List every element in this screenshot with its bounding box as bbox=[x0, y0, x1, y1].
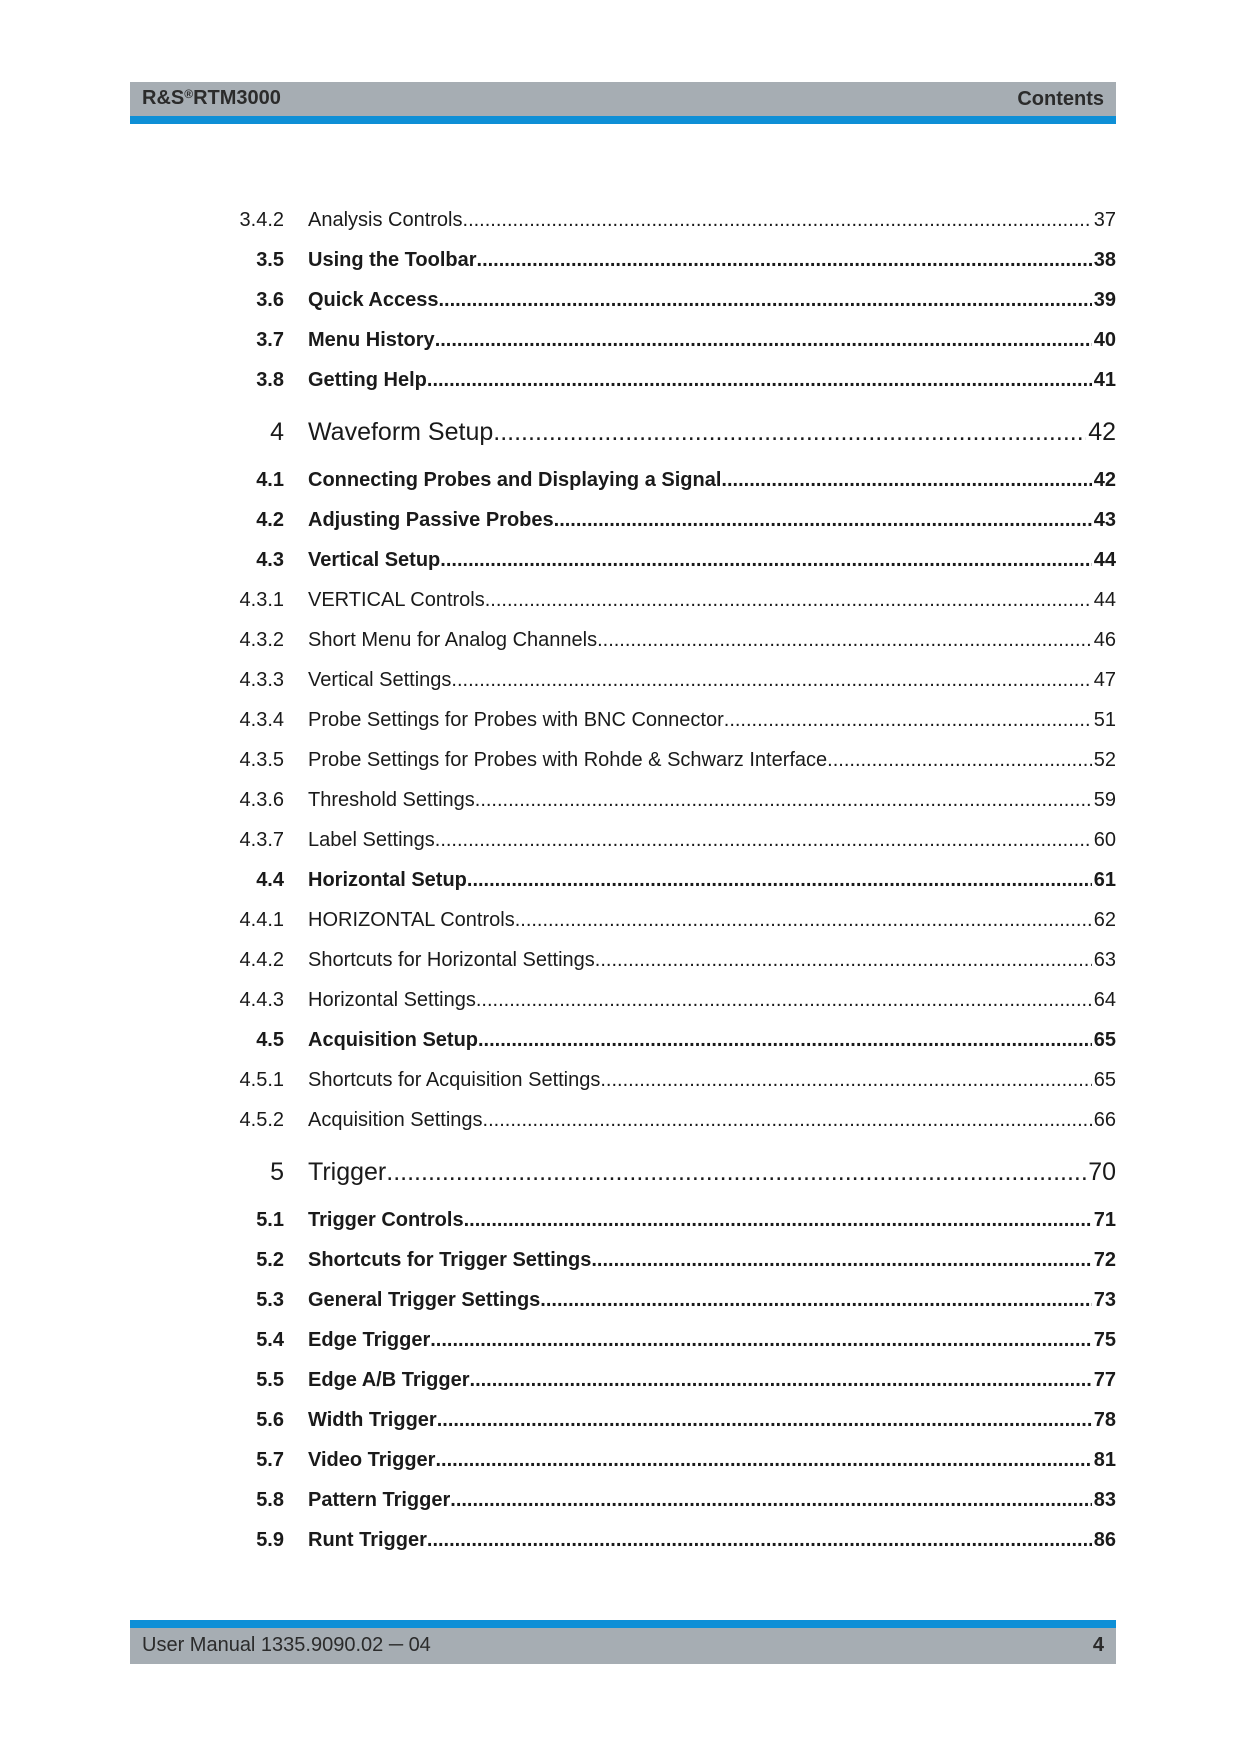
toc-entry-title[interactable]: Probe Settings for Probes with Rohde & Schwarz Interface bbox=[308, 749, 828, 771]
toc-entry-line bbox=[308, 200, 1116, 240]
toc-entry-number: 4.4.2 bbox=[239, 949, 284, 971]
toc-entry-line bbox=[308, 1200, 1116, 1240]
toc-dot-leader bbox=[386, 1144, 1086, 1200]
toc-entry-number: 3.4.2 bbox=[239, 209, 284, 231]
toc-entry-title[interactable]: Quick Access bbox=[308, 289, 439, 311]
toc-entry[interactable] bbox=[130, 700, 1116, 740]
toc-entry-title[interactable]: Menu History bbox=[308, 329, 435, 351]
toc-entry-page[interactable]: 65 bbox=[1093, 1029, 1116, 1051]
toc-entry-title[interactable]: Horizontal Settings bbox=[308, 989, 476, 1011]
toc-entry-page[interactable]: 44 bbox=[1093, 549, 1116, 571]
toc-entry-page[interactable]: 42 bbox=[1088, 418, 1116, 446]
toc-entry-page[interactable]: 72 bbox=[1093, 1249, 1116, 1271]
toc-entry[interactable] bbox=[130, 280, 1116, 320]
toc-entry-title[interactable]: Acquisition Setup bbox=[308, 1029, 478, 1051]
toc-entry-page[interactable]: 64 bbox=[1093, 989, 1116, 1011]
toc-entry-line bbox=[308, 1480, 1116, 1520]
toc-entry-title[interactable]: Vertical Setup bbox=[308, 549, 441, 571]
toc-entry-page[interactable]: 73 bbox=[1093, 1289, 1116, 1311]
toc-dot-leader bbox=[430, 1320, 1092, 1360]
toc-entry-line bbox=[308, 740, 1116, 780]
toc-entry-title[interactable]: Short Menu for Analog Channels bbox=[308, 629, 598, 651]
toc-entry[interactable] bbox=[130, 780, 1116, 820]
page-footer bbox=[130, 1620, 1116, 1664]
toc-entry-number: 3.7 bbox=[256, 329, 284, 351]
toc-dot-leader bbox=[591, 1240, 1091, 1280]
toc-dot-leader bbox=[438, 280, 1091, 320]
toc-entry[interactable] bbox=[130, 500, 1116, 540]
toc-entry-page[interactable]: 40 bbox=[1093, 329, 1116, 351]
toc-dot-leader bbox=[451, 660, 1091, 700]
toc-entry-number: 4.4 bbox=[256, 869, 284, 891]
toc-entry-page[interactable]: 59 bbox=[1093, 789, 1116, 811]
toc-entry[interactable] bbox=[130, 1360, 1116, 1400]
toc-entry-number: 5.5 bbox=[256, 1369, 284, 1391]
toc-entry-page[interactable]: 51 bbox=[1093, 709, 1116, 731]
toc-dot-leader bbox=[427, 1520, 1092, 1560]
toc-entry-title[interactable]: Shortcuts for Horizontal Settings bbox=[308, 949, 595, 971]
toc-entry-title[interactable]: VERTICAL Controls bbox=[308, 589, 485, 611]
toc-entry-line bbox=[308, 404, 1116, 460]
toc-entry-page[interactable]: 61 bbox=[1093, 869, 1116, 891]
toc-entry-line bbox=[308, 940, 1116, 980]
toc-dot-leader bbox=[595, 940, 1092, 980]
toc-entry-number: 5.1 bbox=[256, 1209, 284, 1231]
toc-entry-number: 4.3.3 bbox=[239, 669, 284, 691]
toc-entry[interactable] bbox=[130, 1280, 1116, 1320]
toc-entry[interactable] bbox=[130, 540, 1116, 580]
toc-entry-number: 5.3 bbox=[256, 1289, 284, 1311]
toc-entry-number: 4.4.1 bbox=[239, 909, 284, 931]
toc-entry-line bbox=[308, 1100, 1116, 1140]
toc-entry-number: 4 bbox=[270, 418, 284, 446]
toc-dot-leader bbox=[724, 700, 1092, 740]
toc-dot-leader bbox=[827, 740, 1092, 780]
toc-entry-title[interactable]: Label Settings bbox=[308, 829, 435, 851]
toc-entry-line bbox=[308, 700, 1116, 740]
toc-entry[interactable] bbox=[130, 240, 1116, 280]
toc-entry[interactable] bbox=[130, 1440, 1116, 1480]
product-prefix: R&S bbox=[142, 87, 185, 109]
toc-dot-leader bbox=[721, 460, 1091, 500]
toc-entry-title[interactable]: Waveform Setup bbox=[308, 418, 494, 446]
toc-entry-line bbox=[308, 820, 1116, 860]
toc-entry-page[interactable]: 60 bbox=[1093, 829, 1116, 851]
toc-entry-page[interactable]: 46 bbox=[1093, 629, 1116, 651]
toc-entry-line bbox=[308, 1320, 1116, 1360]
toc-entry-line bbox=[308, 1360, 1116, 1400]
toc-entry-title[interactable]: General Trigger Settings bbox=[308, 1289, 541, 1311]
toc-entry-page[interactable]: 86 bbox=[1093, 1529, 1116, 1551]
toc-entry-title[interactable]: Connecting Probes and Displaying a Signal bbox=[308, 469, 722, 491]
toc-entry-page[interactable]: 83 bbox=[1093, 1489, 1116, 1511]
toc-dot-leader bbox=[476, 980, 1092, 1020]
toc-entry-number: 4.3 bbox=[256, 549, 284, 571]
toc-entry[interactable] bbox=[130, 404, 1116, 460]
toc-entry[interactable] bbox=[130, 820, 1116, 860]
toc-entry-title[interactable]: Trigger Controls bbox=[308, 1209, 464, 1231]
toc-entry-line bbox=[308, 460, 1116, 500]
toc-entry-number: 3.8 bbox=[256, 369, 284, 391]
toc-entry-title[interactable]: Shortcuts for Trigger Settings bbox=[308, 1249, 592, 1271]
toc-entry-line bbox=[308, 1520, 1116, 1560]
toc-entry-line bbox=[308, 900, 1116, 940]
toc-entry-number: 4.3.2 bbox=[239, 629, 284, 651]
toc-dot-leader bbox=[435, 1440, 1091, 1480]
toc-entry-number: 5.8 bbox=[256, 1489, 284, 1511]
toc-entry-number: 4.4.3 bbox=[239, 989, 284, 1011]
toc-entry-number: 5 bbox=[270, 1158, 284, 1186]
toc-entry-line bbox=[308, 540, 1116, 580]
toc-entry-number: 4.3.5 bbox=[239, 749, 284, 771]
toc-entry-title[interactable]: Video Trigger bbox=[308, 1449, 436, 1471]
toc-entry-line bbox=[308, 660, 1116, 700]
toc-entry[interactable] bbox=[130, 1240, 1116, 1280]
toc-entry-number: 4.5.1 bbox=[239, 1069, 284, 1091]
toc-entry[interactable] bbox=[130, 1480, 1116, 1520]
toc-entry-page[interactable]: 81 bbox=[1093, 1449, 1116, 1471]
toc-dot-leader bbox=[478, 1020, 1092, 1060]
toc-dot-leader bbox=[515, 900, 1092, 940]
toc-dot-leader bbox=[435, 320, 1092, 360]
toc-entry-page[interactable]: 70 bbox=[1088, 1158, 1116, 1186]
toc-entry-number: 4.2 bbox=[256, 509, 284, 531]
toc-entry-line bbox=[308, 1400, 1116, 1440]
toc-entry-line bbox=[308, 1240, 1116, 1280]
toc-entry-line bbox=[308, 620, 1116, 660]
toc-entry-number: 5.2 bbox=[256, 1249, 284, 1271]
toc-entry[interactable] bbox=[130, 620, 1116, 660]
toc-entry-page[interactable]: 63 bbox=[1093, 949, 1116, 971]
toc-dot-leader bbox=[427, 360, 1092, 400]
toc-entry[interactable] bbox=[130, 320, 1116, 360]
toc-entry-page[interactable]: 78 bbox=[1093, 1409, 1116, 1431]
toc-entry[interactable] bbox=[130, 1060, 1116, 1100]
toc-entry-title[interactable]: Analysis Controls bbox=[308, 209, 463, 231]
toc-dot-leader bbox=[600, 1060, 1091, 1100]
toc-dot-leader bbox=[464, 1200, 1092, 1240]
section-title: Contents bbox=[1017, 88, 1104, 110]
toc-entry-line bbox=[308, 360, 1116, 400]
toc-entry-title[interactable]: Probe Settings for Probes with BNC Connector bbox=[308, 709, 724, 731]
toc-entry-line bbox=[308, 580, 1116, 620]
toc-dot-leader bbox=[477, 240, 1092, 280]
toc-dot-leader bbox=[475, 780, 1092, 820]
toc-entry-page[interactable]: 37 bbox=[1093, 209, 1116, 231]
toc-entry-page[interactable]: 65 bbox=[1093, 1069, 1116, 1091]
toc-dot-leader bbox=[493, 404, 1086, 460]
toc-entry-page[interactable]: 77 bbox=[1093, 1369, 1116, 1391]
toc-entry[interactable] bbox=[130, 980, 1116, 1020]
toc-entry-number: 3.6 bbox=[256, 289, 284, 311]
toc-dot-leader bbox=[470, 1360, 1092, 1400]
toc-entry[interactable] bbox=[130, 1520, 1116, 1560]
toc-entry-number: 4.5.2 bbox=[239, 1109, 284, 1131]
toc-entry-title[interactable]: Horizontal Setup bbox=[308, 869, 467, 891]
toc-entry-page[interactable]: 52 bbox=[1093, 749, 1116, 771]
product-model: RTM3000 bbox=[193, 87, 281, 109]
toc-entry[interactable] bbox=[130, 1320, 1116, 1360]
toc-entry-number: 4.3.6 bbox=[239, 789, 284, 811]
toc-entry-title[interactable]: HORIZONTAL Controls bbox=[308, 909, 515, 931]
toc-entry-title[interactable]: Threshold Settings bbox=[308, 789, 475, 811]
toc-entry-page[interactable]: 66 bbox=[1093, 1109, 1116, 1131]
table-of-contents bbox=[130, 200, 1116, 1560]
document-id: User Manual 1335.9090.02 ─ 04 bbox=[142, 1634, 431, 1656]
toc-entry-title[interactable]: Edge A/B Trigger bbox=[308, 1369, 470, 1391]
toc-entry-page[interactable]: 71 bbox=[1093, 1209, 1116, 1231]
toc-dot-leader bbox=[440, 540, 1091, 580]
toc-entry-line bbox=[308, 1060, 1116, 1100]
toc-entry-line bbox=[308, 1020, 1116, 1060]
toc-dot-leader bbox=[437, 1400, 1092, 1440]
toc-entry[interactable] bbox=[130, 900, 1116, 940]
toc-dot-leader bbox=[483, 1100, 1092, 1140]
toc-entry[interactable] bbox=[130, 580, 1116, 620]
toc-entry-line bbox=[308, 1440, 1116, 1480]
toc-entry-page[interactable]: 39 bbox=[1093, 289, 1116, 311]
toc-entry-line bbox=[308, 500, 1116, 540]
toc-entry[interactable] bbox=[130, 860, 1116, 900]
toc-entry-line bbox=[308, 980, 1116, 1020]
toc-entry-number: 4.3.7 bbox=[239, 829, 284, 851]
toc-dot-leader bbox=[540, 1280, 1091, 1320]
toc-entry-number: 5.4 bbox=[256, 1329, 284, 1351]
toc-entry[interactable] bbox=[130, 200, 1116, 240]
toc-entry-title[interactable]: Trigger bbox=[308, 1158, 387, 1186]
toc-entry[interactable] bbox=[130, 360, 1116, 400]
toc-entry-number: 5.7 bbox=[256, 1449, 284, 1471]
toc-entry-title[interactable]: Adjusting Passive Probes bbox=[308, 509, 554, 531]
toc-dot-leader bbox=[435, 820, 1092, 860]
toc-entry[interactable] bbox=[130, 740, 1116, 780]
toc-entry-title[interactable]: Getting Help bbox=[308, 369, 427, 391]
toc-entry-page[interactable]: 47 bbox=[1093, 669, 1116, 691]
toc-entry-title[interactable]: Edge Trigger bbox=[308, 1329, 431, 1351]
toc-entry-page[interactable]: 75 bbox=[1093, 1329, 1116, 1351]
toc-entry-number: 4.1 bbox=[256, 469, 284, 491]
page-header bbox=[130, 82, 1116, 124]
toc-entry-page[interactable]: 62 bbox=[1093, 909, 1116, 931]
toc-entry-title[interactable]: Runt Trigger bbox=[308, 1529, 427, 1551]
toc-entry-number: 3.5 bbox=[256, 249, 284, 271]
toc-dot-leader bbox=[467, 860, 1092, 900]
toc-entry-number: 4.5 bbox=[256, 1029, 284, 1051]
toc-entry-number: 5.6 bbox=[256, 1409, 284, 1431]
toc-entry-line bbox=[308, 280, 1116, 320]
toc-dot-leader bbox=[554, 500, 1092, 540]
toc-entry[interactable] bbox=[130, 1400, 1116, 1440]
product-name: R&S ® RTM3000 bbox=[142, 87, 281, 109]
toc-dot-leader bbox=[463, 200, 1092, 240]
toc-entry[interactable] bbox=[130, 1100, 1116, 1140]
toc-entry[interactable] bbox=[130, 940, 1116, 980]
toc-entry-title[interactable]: Pattern Trigger bbox=[308, 1489, 451, 1511]
toc-entry-title[interactable]: Width Trigger bbox=[308, 1409, 437, 1431]
toc-entry-page[interactable]: 41 bbox=[1093, 369, 1116, 391]
toc-entry-line bbox=[308, 1144, 1116, 1200]
toc-entry[interactable] bbox=[130, 1200, 1116, 1240]
page-number: 4 bbox=[1092, 1634, 1104, 1656]
toc-entry-number: 5.9 bbox=[256, 1529, 284, 1551]
toc-entry-number: 4.3.4 bbox=[239, 709, 284, 731]
toc-entry-line bbox=[308, 240, 1116, 280]
toc-entry-page[interactable]: 42 bbox=[1093, 469, 1116, 491]
toc-dot-leader bbox=[485, 580, 1092, 620]
toc-entry-number: 4.3.1 bbox=[239, 589, 284, 611]
toc-entry-line bbox=[308, 1280, 1116, 1320]
toc-entry-line bbox=[308, 860, 1116, 900]
toc-entry-title[interactable]: Acquisition Settings bbox=[308, 1109, 483, 1131]
toc-entry[interactable] bbox=[130, 1144, 1116, 1200]
toc-entry[interactable] bbox=[130, 660, 1116, 700]
toc-entry-title[interactable]: Vertical Settings bbox=[308, 669, 452, 691]
toc-entry-title[interactable]: Shortcuts for Acquisition Settings bbox=[308, 1069, 601, 1091]
toc-entry-page[interactable]: 43 bbox=[1093, 509, 1116, 531]
toc-entry[interactable] bbox=[130, 460, 1116, 500]
toc-entry-page[interactable]: 38 bbox=[1093, 249, 1116, 271]
toc-dot-leader bbox=[597, 620, 1092, 660]
toc-dot-leader bbox=[450, 1480, 1091, 1520]
toc-entry[interactable] bbox=[130, 1020, 1116, 1060]
toc-entry-line bbox=[308, 780, 1116, 820]
toc-entry-title[interactable]: Using the Toolbar bbox=[308, 249, 477, 271]
toc-entry-line bbox=[308, 320, 1116, 360]
toc-entry-page[interactable]: 44 bbox=[1093, 589, 1116, 611]
